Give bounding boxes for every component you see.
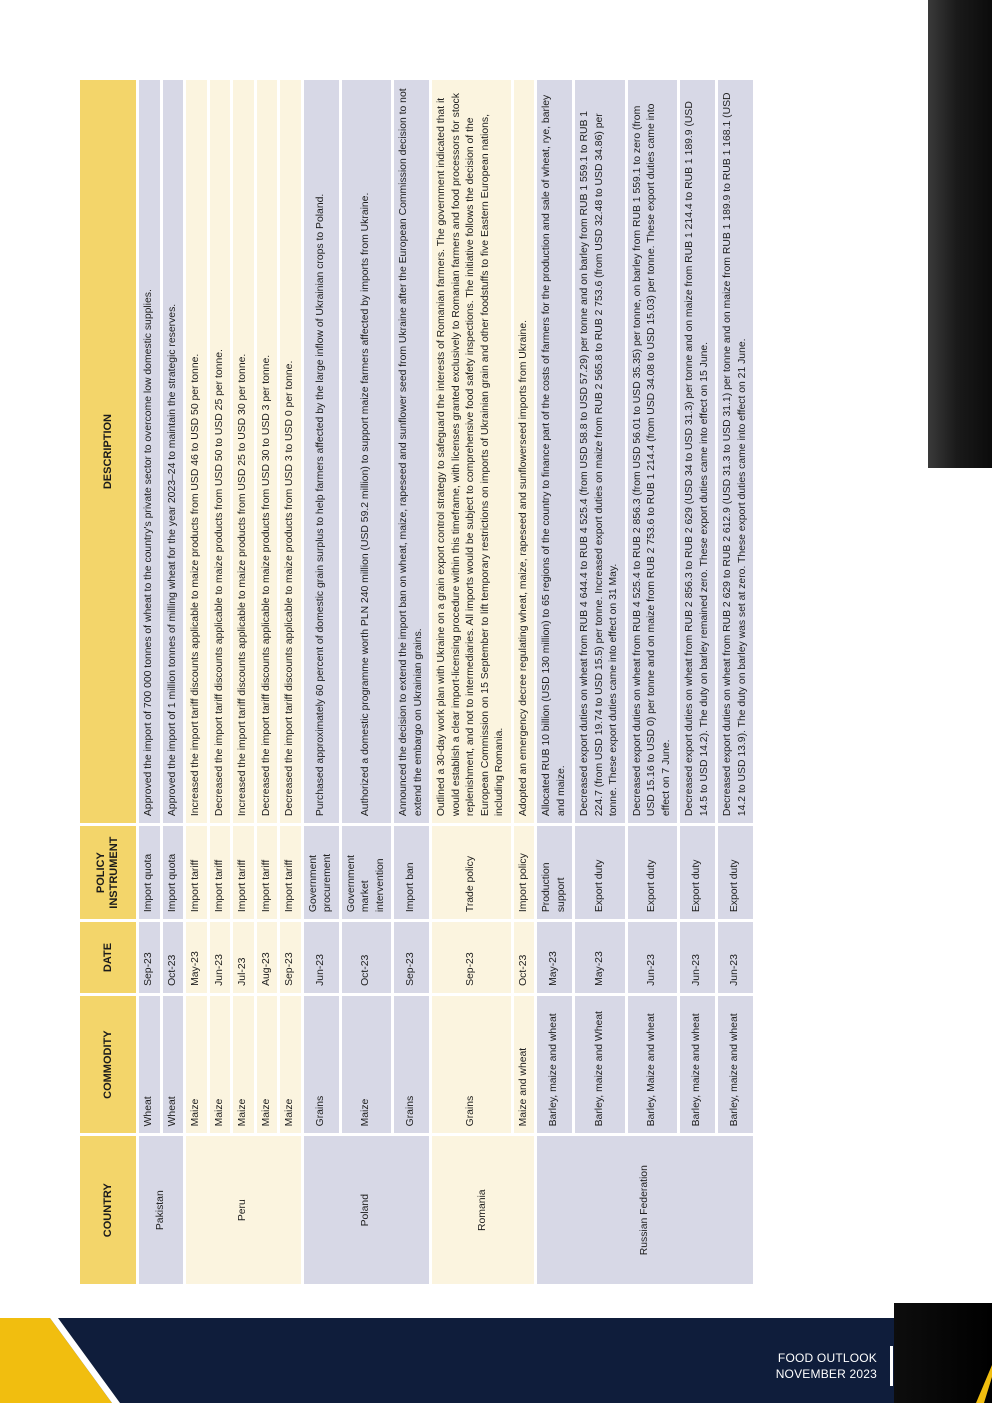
instrument-cell: Production support bbox=[541, 862, 567, 913]
commodity-cell: Maize and wheat bbox=[517, 1047, 529, 1127]
instrument-cell: Import tariff bbox=[260, 859, 272, 913]
description-cell: Announced the decision to extend the import ban on wheat, maize, rapeseed and sunflower seed from Ukraine after the European Commission decision to not extend the embargo on Ukrainian grains. bbox=[398, 88, 424, 817]
commodity-cell: Grains bbox=[465, 1095, 476, 1127]
table-header-row bbox=[80, 80, 136, 1284]
instrument-cell: Import policy bbox=[517, 853, 529, 913]
instrument-cell: Import quota bbox=[166, 853, 178, 913]
description-cell: Allocated RUB 10 billion (USD 130 million) to 65 regions of the country to finance part of the costs of farmers for the production and sale of wheat, rye, barley and maize. bbox=[541, 94, 567, 817]
commodity-cell: Grains bbox=[314, 1095, 326, 1127]
country-cell: Poland bbox=[304, 1136, 430, 1284]
country-cell: Peru bbox=[186, 1136, 301, 1284]
instrument-cell: Import tariff bbox=[213, 859, 225, 913]
table-row bbox=[139, 80, 160, 1284]
table-row bbox=[210, 80, 231, 1284]
footer-publication bbox=[776, 1350, 877, 1382]
date-cell: Jul-23 bbox=[237, 957, 248, 986]
date-cell: Jun-23 bbox=[314, 954, 326, 986]
instrument-cell: Export duty bbox=[729, 859, 741, 913]
header-description: DESCRIPTION bbox=[80, 80, 136, 823]
description-cell: Adopted an emergency decree regulating wheat, maize, rapeseed and sunflowerseed imports from Ukraine. bbox=[517, 320, 529, 817]
date-cell: Sep-23 bbox=[465, 952, 476, 986]
table-row bbox=[680, 80, 715, 1284]
date-cell: Jun-23 bbox=[729, 954, 741, 986]
description-cell: Approved the import of 700 000 tonnes of wheat to the country's private sector to overcome low domestic supplies. bbox=[143, 289, 154, 817]
commodity-cell: Maize bbox=[284, 1098, 295, 1127]
description-cell: Increased the import tariff discounts applicable to maize products from USD 25 to USD 30 per tonne. bbox=[237, 353, 248, 817]
table-row bbox=[718, 80, 753, 1284]
date-cell: Jun-23 bbox=[691, 954, 703, 986]
instrument-cell: Trade policy bbox=[465, 855, 476, 913]
description-cell: Decreased the import tariff discounts applicable to maize products from USD 3 to USD 0 per tonne. bbox=[284, 360, 295, 817]
description-cell: Decreased the import tariff discounts applicable to maize products from USD 30 to USD 3 per tonne. bbox=[260, 354, 272, 817]
table-row bbox=[432, 80, 511, 1284]
date-cell: Jun-23 bbox=[646, 954, 657, 986]
table-row bbox=[257, 80, 278, 1284]
date-cell: Oct-23 bbox=[517, 954, 529, 986]
commodity-cell: Maize bbox=[360, 1098, 371, 1127]
header-country: COUNTRY bbox=[80, 1136, 136, 1284]
date-cell: Oct-23 bbox=[360, 954, 371, 986]
description-cell: Decreased export duties on wheat from RUB 4 644.4 to RUB 4 525.4 (from USD 58.8 to USD 57.29) per tonne and on barley from RUB 1 559.1 to RUB 1 224.7 (from USD 19.74 to USD 15.5) per tonne. Increased export duties on maize from RUB 2 565.8 to RUB 2 753.6 (from USD 32.48 to USD 34.86) per tonne. These export duties came into effect on 31 May. bbox=[579, 110, 619, 817]
header-policy-instrument: POLICY INSTRUMENT bbox=[80, 826, 136, 919]
commodity-cell: Barley, maize and Wheat bbox=[593, 1011, 605, 1127]
table-row bbox=[304, 80, 339, 1284]
footer-date: NOVEMBER 2023 bbox=[775, 1367, 877, 1381]
table-row bbox=[186, 80, 207, 1284]
commodity-cell: Maize bbox=[213, 1098, 225, 1127]
country-cell: Romania bbox=[432, 1136, 534, 1284]
date-cell: May-23 bbox=[548, 951, 560, 986]
instrument-cell: Import tariff bbox=[237, 859, 248, 913]
corner-stripe-graphic bbox=[894, 1303, 992, 1403]
footer-title: FOOD OUTLOOK bbox=[777, 1351, 877, 1365]
date-cell: Oct-23 bbox=[166, 954, 178, 986]
instrument-cell: Export duty bbox=[691, 859, 703, 913]
date-cell: Sep-23 bbox=[284, 952, 295, 986]
commodity-cell: Maize bbox=[190, 1098, 201, 1127]
table-row bbox=[342, 80, 392, 1284]
instrument-cell: Import ban bbox=[405, 862, 417, 913]
commodity-cell: Barley, maize and wheat bbox=[729, 1013, 741, 1127]
commodity-cell: Barley, maize and wheat bbox=[548, 1013, 560, 1127]
commodity-cell: Grains bbox=[405, 1095, 417, 1127]
table-row bbox=[394, 80, 429, 1284]
commodity-cell: Wheat bbox=[166, 1096, 178, 1127]
instrument-cell: Export duty bbox=[593, 859, 605, 913]
commodity-cell: Wheat bbox=[143, 1096, 154, 1127]
table-row bbox=[514, 80, 535, 1284]
instrument-cell: Government procurement bbox=[307, 853, 333, 913]
table-row bbox=[280, 80, 301, 1284]
table-row bbox=[575, 80, 625, 1284]
table-row bbox=[163, 80, 184, 1284]
date-cell: Aug-23 bbox=[260, 952, 272, 986]
table-row bbox=[628, 80, 678, 1284]
date-cell: Jun-23 bbox=[213, 954, 225, 986]
description-cell: Purchased approximately 60 percent of domestic grain surplus to help farmers affected by the large inflow of Ukrainian crops to Poland. bbox=[314, 193, 326, 817]
description-cell: Decreased export duties on wheat from RUB 2 856.3 to RUB 2 629 (USD 34 to USD 31.3) per tonne and on maize from RUB 1 214.4 to RUB 1 189.9 (USD 14.5 to USD 14.2). The duty on barley remained zero. These export duties came into effect on 15 June. bbox=[684, 101, 710, 817]
table-row bbox=[537, 80, 572, 1284]
country-cell: Pakistan bbox=[139, 1136, 183, 1284]
footer-divider bbox=[890, 1346, 893, 1386]
table-row bbox=[233, 80, 254, 1284]
policy-table-rotated bbox=[80, 74, 884, 1284]
description-cell: Authorized a domestic programme worth PLN 240 million (USD 59.2 million) to support maize farmers affected by imports from Ukraine. bbox=[360, 192, 371, 817]
commodity-cell: Maize bbox=[237, 1098, 248, 1127]
instrument-cell: Government market intervention bbox=[345, 854, 386, 913]
commodity-cell: Barley, Maize and wheat bbox=[646, 1013, 657, 1127]
instrument-cell: Import tariff bbox=[284, 859, 295, 913]
country-cell: Russian Federation bbox=[537, 1136, 753, 1284]
date-cell: Sep-23 bbox=[405, 952, 417, 986]
description-cell: Decreased the import tariff discounts applicable to maize products from USD 50 to USD 25 per tonne. bbox=[213, 349, 225, 817]
commodity-cell: Barley, maize and wheat bbox=[691, 1013, 703, 1127]
instrument-cell: Import quota bbox=[143, 853, 154, 913]
footer-band bbox=[0, 1318, 895, 1403]
description-cell: Approved the import of 1 million tonnes of milling wheat for the year 2023–24 to maintain the strategic reserves. bbox=[166, 303, 178, 817]
description-cell: Increased the import tariff discounts applicable to maize products from USD 46 to USD 50 per tonne. bbox=[190, 353, 201, 817]
date-cell: May-23 bbox=[593, 951, 605, 986]
corner-tab-decoration bbox=[894, 1303, 992, 1403]
footer-yellow-wedge bbox=[0, 1318, 130, 1403]
header-commodity: COMMODITY bbox=[80, 996, 136, 1133]
policy-table bbox=[77, 77, 756, 1287]
date-cell: May-23 bbox=[190, 951, 201, 986]
side-tab-decoration bbox=[928, 0, 992, 468]
instrument-cell: Import tariff bbox=[190, 859, 201, 913]
description-cell: Decreased export duties on wheat from RUB 4 525.4 to RUB 2 856.3 (from USD 56.01 to USD 35.35) per tonne, on barley from RUB 1 559.1 to zero (from USD 15.16 to USD 0) per tonne and on maize from RUB 2 753.6 to RUB 1 214.4 (from USD 34.08 to USD 15.03) per tonne. These export duties came into effect on 7 June. bbox=[631, 103, 672, 817]
instrument-cell: Export duty bbox=[646, 859, 657, 913]
date-cell: Sep-23 bbox=[143, 952, 154, 986]
description-cell: Decreased export duties on wheat from RUB 2 629 to RUB 2 612.9 (USD 31.3 to USD 31.1) per tonne and on maize from RUB 1 189.9 to RUB 1 168.1 (USD 14.2 to USD 13.9). The duty on barley was set at zero. These export duties came into effect on 21 June. bbox=[722, 92, 748, 817]
commodity-cell: Maize bbox=[260, 1098, 272, 1127]
header-date: DATE bbox=[80, 922, 136, 993]
description-cell: Outlined a 30-day work plan with Ukraine on a grain export control strategy to safeguard the interests of Romanian farmers. The government indicated that it would establish a clear import-licensing procedure within this timeframe, with licenses granted exclusively to Romanian farmers and food processors for stock replenishment, and not to intermediaries. All imports would be subject to comprehensive food safety inspections. The initiative follows the decision of the European Commission on 15 September to lift temporary restrictions on imports of Ukrainian grain and other foodstuffs to five Eastern European nations, including Romania. bbox=[436, 93, 505, 817]
